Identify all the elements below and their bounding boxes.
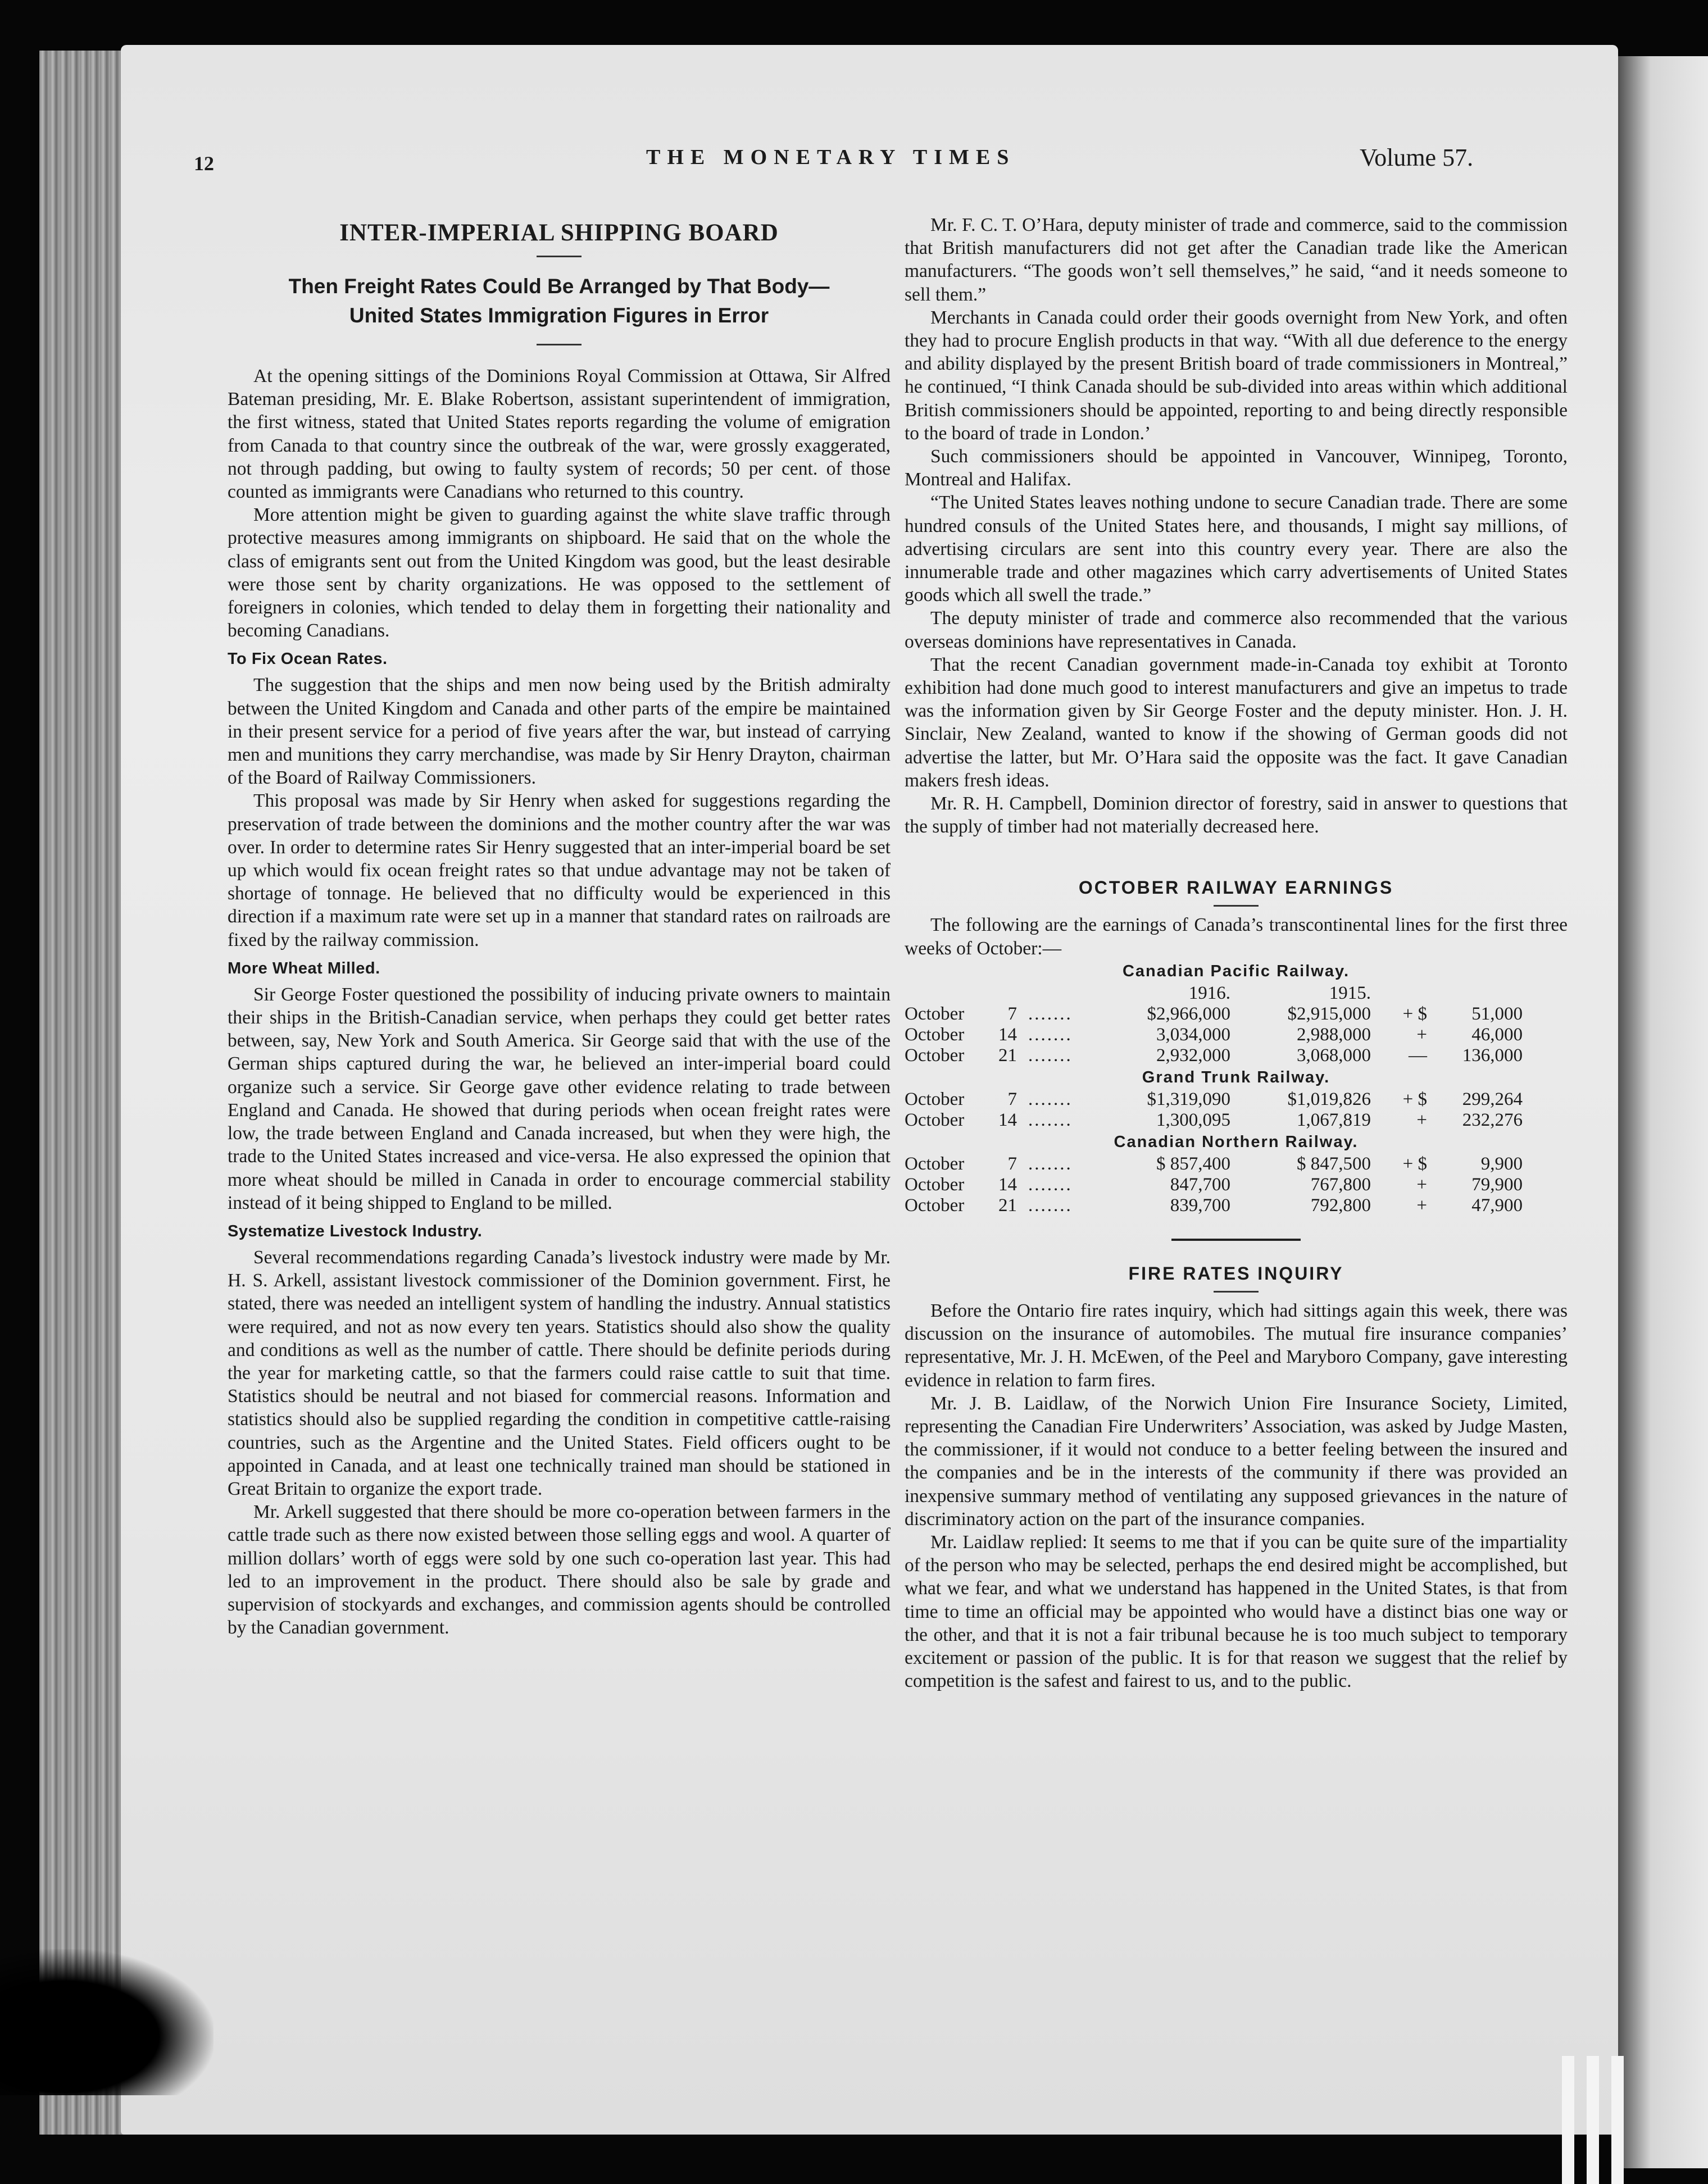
title-rule (537, 256, 582, 257)
change-sign: + (1416, 1109, 1427, 1130)
paragraph: Sir George Foster questioned the possibility of inducing private owners to maintain their ships in the British-Canadian service, when perhaps they could get better rates between, say, New York and South America. Sir George said that with the use of the German ships captured during the war, he believed an inter-imperial board could organize such a service. Sir George gave other evidence relating to trade between England and Canada. He showed that during periods when ocean freight rates were low, the trade between England and Canada increased, but when they were high, the trade to the United States increased and vice-versa. He also expressed the opinion that more wheat should be milled in Canada in order to encourage commercial stability instead of it being shipped to England to be milled. (228, 984, 891, 1213)
change-amount: 232,276 (1462, 1109, 1523, 1130)
binding-stripes (1562, 2056, 1629, 2184)
subhead-livestock: Systematize Livestock Industry. (228, 1222, 483, 1240)
earnings-day: 7 (1007, 1153, 1017, 1174)
paragraph: Several recommendations regarding Canada’s livestock industry were made by Mr. H. S. Arkell, assistant livestock commissioner of the Dominion government. First, he stated, there was needed an intelligent system of handling the industry. Annual statistics were required, and not as now every ten years. Statistics should also show the quality and conditions as well as the number of cattle. There should be definite periods during the year for marketing cattle, so that the farmers could raise cattle to suit that time. Statistics should be neutral and not biased for commercial reasons. Information and statistics should also be supplied regarding the condition in competitive cattle-raising countries, such as the Argentine and the United States. Field officers ought to be appointed in Canada, and at least one technically trained man should be stationed in Great Britain to organize the export trade. (228, 1246, 891, 1499)
leader-dots: ....... (1028, 1003, 1073, 1024)
paragraph: Merchants in Canada could order their goods overnight from New York, and often they had to procure English products in that way. “With all due deference to the energy and ability displayed by the present British board of trade commissioners in Montreal,” he continued, “I think Canada should be sub-divided into areas within which additional British commissioners should be appointed, reporting to and being directly responsible to the board of trade in London.’ (905, 307, 1568, 444)
earnings-row (905, 1154, 1568, 1175)
volume-label: Volume 57. (1360, 144, 1474, 171)
earnings-1916: 839,700 (1170, 1195, 1230, 1216)
paragraph: Such commissioners should be appointed in Vancouver, Winnipeg, Toronto, Montreal and Halifax. (905, 446, 1568, 490)
paragraph: More attention might be given to guarding against the white slave traffic through protective measures among immigrants on shipboard. He said that on the whole the class of emigrants sent out from the United Kingdom was good, but the least desirable were those sent by charity organizations. He was opposed to the settlement of foreigners in colonies, which tended to delay them in forgetting their nationality and becoming Canadians. (228, 504, 891, 641)
railway-name: Grand Trunk Railway. (1142, 1068, 1330, 1086)
year-header-row (905, 983, 1568, 1004)
page-clip-shadow (0, 1949, 214, 2095)
change-sign: — (1409, 1045, 1427, 1066)
fire-title-rule (1214, 1291, 1259, 1293)
earnings-day: 21 (998, 1045, 1017, 1066)
earnings-1916: 847,700 (1170, 1174, 1230, 1195)
change-amount: 51,000 (1471, 1003, 1523, 1024)
railway-earnings-title: OCTOBER RAILWAY EARNINGS (1078, 877, 1394, 898)
earnings-1915: 792,800 (1310, 1195, 1371, 1216)
change-amount: 47,900 (1471, 1195, 1523, 1216)
change-amount: 46,000 (1471, 1024, 1523, 1045)
paragraph: The suggestion that the ships and men now being used by the British admiralty between the United Kingdom and Canada and other parts of the empire be maintained in their present service for a period of five years after the war, but instead of carrying men and munitions they carry merchandise, was made by Sir Henry Drayton, chairman of the Board of Railway Commissioners. (228, 675, 891, 789)
leader-dots: ....... (1028, 1174, 1073, 1195)
change-amount: 299,264 (1462, 1089, 1523, 1109)
earnings-1915: 3,068,000 (1297, 1045, 1371, 1066)
leader-dots: ....... (1028, 1089, 1073, 1109)
leader-dots: ....... (1028, 1153, 1073, 1174)
earnings-month: October (905, 1045, 965, 1066)
article-deck (228, 272, 891, 330)
deck-line-1: Then Freight Rates Could Be Arranged by That Body— (288, 275, 830, 298)
earnings-table (905, 962, 1568, 1216)
paragraph: Mr. F. C. T. O’Hara, deputy minister of trade and commerce, said to the commission that British manufacturers did not get after the Canadian trade like the American manufacturers. “The goods won’t sell themselves,” he said, “and it needs someone to sell them.” (905, 215, 1568, 305)
earnings-1915: 2,988,000 (1297, 1024, 1371, 1045)
earnings-1916: $2,966,000 (1147, 1003, 1230, 1024)
earnings-1916: $ 857,400 (1156, 1153, 1230, 1174)
earnings-month: October (905, 1003, 965, 1024)
paragraph: Mr. Arkell suggested that there should be more co-operation between farmers in the cattle trade such as there now existed between those selling eggs and wool. A quarter of million dollars’ worth of eggs were sold by one such co-operation last year. This had led to an improvement in the product. There should also be sale by grade and supervision of stockyards and exchanges, and commission agents should be controlled by the Canadian government. (228, 1502, 891, 1639)
page-number: 12 (194, 152, 214, 175)
earnings-row (905, 1025, 1568, 1045)
earnings-1916: $1,319,090 (1147, 1089, 1230, 1109)
earnings-row (905, 1110, 1568, 1131)
earnings-1915: $2,915,000 (1287, 1003, 1371, 1024)
paragraph: Mr. Laidlaw replied: It seems to me that if you can be quite sure of the impartiality of the person who may be selected, perhaps the end desired might be accomplished, but what we fear, and what we understand has happened in the United States, is that from time to time an official may be appointed who would have a distinct bias one way or the other, and that it is not a fair tribunal because he is too much subject to temporary excitement or passion of the public. It is for that reason we suggest that the relief by competition is the safest and fairest to us, and to the public. (905, 1531, 1568, 1692)
paragraph: This proposal was made by Sir Henry when asked for suggestions regarding the preservation of trade between the dominions and the mother country after the war was over. In order to determine rates Sir Henry suggested that an inter-imperial board be set up which would fix ocean freight rates so that undue advantage may not be taken of shortage of tonnage. He believed that no difficulty would be experienced in this direction if a maximum rate were set up in a manner that standard rates on railroads are fixed by the railway commission. (228, 790, 891, 950)
earnings-row (905, 1195, 1568, 1216)
book-page-edges-left (39, 51, 129, 2135)
change-sign: + (1416, 1024, 1427, 1045)
paragraph: Mr. J. B. Laidlaw, of the Norwich Union Fire Insurance Society, Limited, representing the Canadian Fire Underwriters’ Association, was asked by Judge Masten, the commissioner, if it would not conduce to a better feeling between the insured and the companies and be in the interests of the community if there was provided an inexpensive summary method of ventilating any supposed grievances in the nature of discriminatory action on the part of the insurance companies. (905, 1393, 1568, 1530)
change-amount: 79,900 (1471, 1174, 1523, 1195)
leader-dots: ....... (1028, 1024, 1073, 1045)
change-sign: + $ (1402, 1089, 1427, 1109)
earnings-day: 14 (998, 1174, 1017, 1195)
deck-line-2: United States Immigration Figures in Error (349, 304, 769, 327)
earnings-1915: $1,019,826 (1287, 1089, 1371, 1109)
paragraph: “The United States leaves nothing undone to secure Canadian trade. There are some hundred consuls of the United States here, and thousands, I might say millions, of advertising circulars are sent into this country every year. There are also the innumerable trade and other magazines which carry advertisements of United States goods which all swell the trade.” (905, 492, 1568, 606)
earnings-1915: $ 847,500 (1297, 1153, 1371, 1174)
earnings-row (905, 1089, 1568, 1110)
year-1915: 1915. (1329, 982, 1371, 1003)
earnings-1916: 1,300,095 (1156, 1109, 1230, 1130)
railway-title-rule (1214, 905, 1259, 907)
leader-dots: ....... (1028, 1195, 1073, 1216)
earnings-row (905, 1175, 1568, 1195)
subhead-ocean-rates: To Fix Ocean Rates. (228, 650, 388, 668)
leader-dots: ....... (1028, 1045, 1073, 1066)
paragraph: That the recent Canadian government made-in-Canada toy exhibit at Toronto exhibition had done much good to interest manufacturers and give an impetus to trade was the information given by Sir George Foster and the deputy minister. Hon. J. H. Sinclair, New Zealand, wanted to know if the showing of German goods did not advertise the latter, but Mr. O’Hara said the opposite was the fact. It gave Canadian makers fresh ideas. (905, 654, 1568, 791)
change-amount: 9,900 (1480, 1153, 1523, 1174)
earnings-month: October (905, 1109, 965, 1130)
earnings-row (905, 1004, 1568, 1025)
left-column (228, 208, 891, 1639)
railway-name: Canadian Pacific Railway. (1122, 962, 1350, 980)
railway-name: Canadian Northern Railway. (1114, 1132, 1359, 1151)
earnings-1916: 3,034,000 (1156, 1024, 1230, 1045)
earnings-day: 14 (998, 1024, 1017, 1045)
book-page-edge-right (1612, 56, 1708, 2168)
change-sign: + $ (1402, 1153, 1427, 1174)
paragraph: Mr. R. H. Campbell, Dominion director of forestry, said in answer to questions that the supply of timber had not materially decreased here. (905, 793, 1568, 838)
earnings-day: 7 (1007, 1003, 1017, 1024)
paragraph: Before the Ontario fire rates inquiry, which had sittings again this week, there was discussion on the insurance of automobiles. The mutual fire insurance companies’ representative, Mr. J. H. McEwen, of the Peel and Maryboro Company, gave interesting evidence in relation to farm fires. (905, 1300, 1568, 1391)
paragraph: At the opening sittings of the Dominions Royal Commission at Ottawa, Sir Alfred Bateman presiding, Mr. E. Blake Robertson, assistant superintendent of immigration, the first witness, stated that United States reports regarding the volume of emigration from Canada to that country since the outbreak of the war, were grossly exaggerated, not through padding, but owing to faulty system of records; 50 per cent. of those counted as immigrants were Canadians who returned to this country. (228, 366, 891, 503)
earnings-day: 21 (998, 1195, 1017, 1216)
leader-dots: ....... (1028, 1109, 1073, 1130)
paragraph: The deputy minister of trade and commerce also recommended that the various overseas dominions have representatives in Canada. (905, 608, 1568, 652)
publication-title: THE MONETARY TIMES (646, 145, 1016, 169)
earnings-month: October (905, 1195, 965, 1216)
earnings-1916: 2,932,000 (1156, 1045, 1230, 1066)
change-sign: + (1416, 1174, 1427, 1195)
change-amount: 136,000 (1462, 1045, 1523, 1066)
fire-rates-title: FIRE RATES INQUIRY (1128, 1263, 1344, 1284)
year-1916: 1916. (1188, 982, 1230, 1003)
deck-rule (537, 344, 582, 345)
earnings-month: October (905, 1089, 965, 1109)
earnings-row (905, 1045, 1568, 1066)
railway-intro: The following are the earnings of Canada’s transcontinental lines for the first three weeks of October:— (905, 914, 1568, 959)
earnings-month: October (905, 1024, 965, 1045)
right-column (905, 213, 1568, 1692)
earnings-day: 14 (998, 1109, 1017, 1130)
article-title: INTER-IMPERIAL SHIPPING BOARD (339, 220, 779, 246)
earnings-1915: 1,067,819 (1297, 1109, 1371, 1130)
earnings-1915: 767,800 (1310, 1174, 1371, 1195)
change-sign: + (1416, 1195, 1427, 1216)
earnings-month: October (905, 1174, 965, 1195)
earnings-month: October (905, 1153, 965, 1174)
change-sign: + $ (1402, 1003, 1427, 1024)
earnings-day: 7 (1007, 1089, 1017, 1109)
subhead-wheat-milled: More Wheat Milled. (228, 959, 380, 977)
